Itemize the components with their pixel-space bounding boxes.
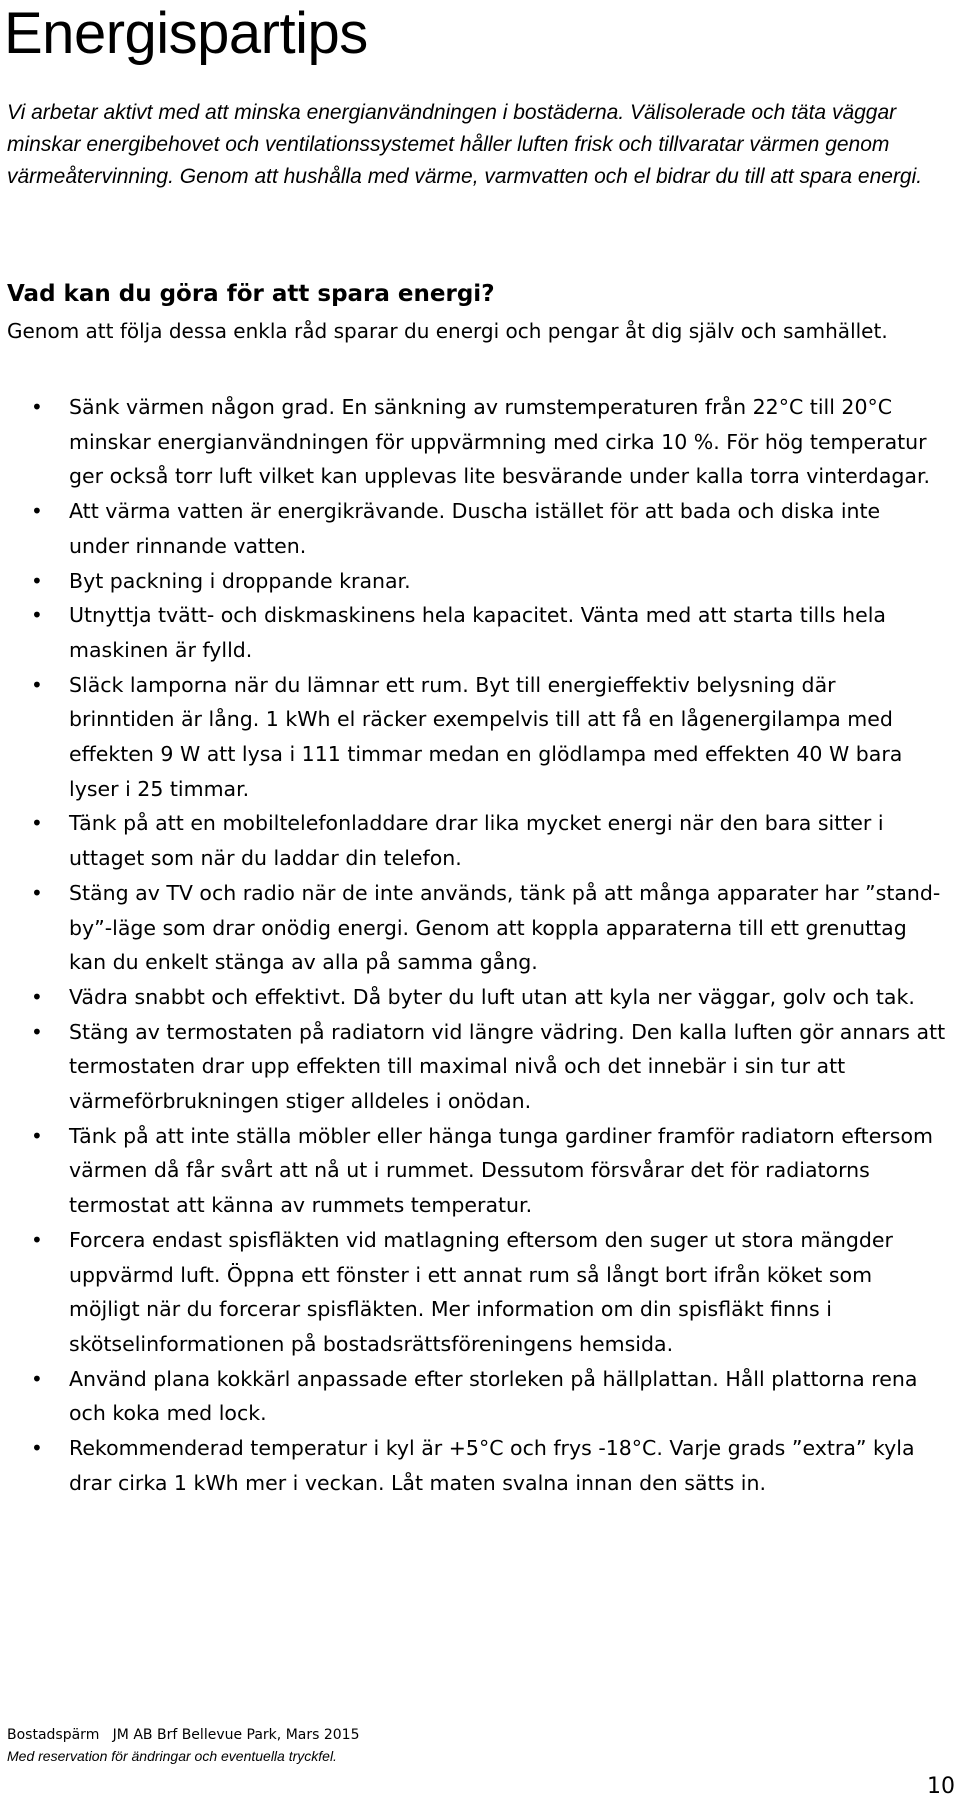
tips-list <box>0 390 950 1501</box>
bullet-icon: • <box>31 603 43 628</box>
bullet-icon: • <box>31 1123 43 1148</box>
tip-item <box>0 494 950 563</box>
tip-item <box>0 668 950 807</box>
page-number: 10 <box>927 1774 955 1799</box>
bullet-icon: • <box>31 672 43 697</box>
tip-item <box>0 564 950 599</box>
tip-item <box>0 598 950 667</box>
bullet-icon: • <box>31 1227 43 1252</box>
tip-item <box>0 1119 950 1223</box>
tip-text: Rekommenderad temperatur i kyl är +5°C och frys -18°C. Varje grads ”extra” kyla drar cirka 1 kWh mer i veckan. Låt maten svalna innan den sätts in. <box>69 1436 915 1495</box>
tip-item <box>0 1223 950 1362</box>
tip-text: Tänk på att en mobiltelefonladdare drar lika mycket energi när den bara sitter i uttaget som när du laddar din telefon. <box>69 811 884 871</box>
tip-text: Släck lamporna när du lämnar ett rum. Byt till energieffektiv belysning där brinntiden är lång. 1 kWh el räcker exempelvis till att få en lågenergilampa med effekten 9 W att lysa i 111 timmar medan en glödlampa med effekten 40 W bara lyser i 25 timmar. <box>69 672 903 801</box>
bullet-icon: • <box>31 1436 43 1461</box>
footer-note: Med reservation för ändringar och eventuella tryckfel. <box>7 1748 337 1764</box>
bullet-icon: • <box>31 395 43 419</box>
tip-text: Byt packning i droppande kranar. <box>69 568 411 593</box>
tip-text: Vädra snabbt och effektivt. Då byter du luft utan att kyla ner väggar, golv och tak. <box>69 984 915 1009</box>
tip-item <box>0 390 950 494</box>
tip-item <box>0 1015 950 1119</box>
bullet-icon: • <box>31 1366 43 1391</box>
tip-text: Utnyttja tvätt- och diskmaskinens hela kapacitet. Vänta med att starta tills hela maskinen är fylld. <box>69 603 886 662</box>
intro-paragraph: Vi arbetar aktivt med att minska energianvändningen i bostäderna. Välisolerade och täta väggar minskar energibehovet och ventilationssystemet håller luften frisk och tillvaratar värmen genom värmeåtervinning. Genom att hushålla med värme, varmvatten och el bidrar du till att spara energi. <box>7 101 923 188</box>
tip-item <box>0 806 950 875</box>
bullet-icon: • <box>31 811 43 836</box>
footer-brand: Bostadspärm JM AB Brf Bellevue Park, Mars 2015 <box>7 1727 360 1743</box>
tip-item <box>0 1431 950 1500</box>
tip-text: Använd plana kokkärl anpassade efter storleken på hällplattan. Håll plattorna rena och koka med lock. <box>69 1366 918 1426</box>
tip-item <box>0 876 950 980</box>
bullet-icon: • <box>31 984 43 1009</box>
tip-text: Tänk på att inte ställa möbler eller hänga tunga gardiner framför radiatorn eftersom värmen då får svårt att nå ut i rummet. Dessutom försvårar det för radiatorns termostat att känna av rummets temperatur. <box>69 1123 933 1218</box>
bullet-icon: • <box>31 499 43 524</box>
tip-text: Forcera endast spisfläkten vid matlagning eftersom den suger ut stora mängder uppvärmd luft. Öppna ett fönster i ett annat rum så långt bort ifrån köket som möjligt när du forcerar spisfläkten. Mer information om din spisfläkt finns i skötselinformationen på bostadsrättsföreningens hemsida. <box>69 1227 893 1356</box>
lead-paragraph: Genom att följa dessa enkla råd sparar du energi och pengar åt dig själv och samhället. <box>7 319 888 343</box>
tip-text: Sänk värmen någon grad. En sänkning av rumstemperaturen från 22°C till 20°C minskar energianvändningen för uppvärmning med cirka 10 %. För hög temperatur ger också torr luft vilket kan upplevas lite besvärande under kalla torra vinterdagar. <box>69 395 931 489</box>
tip-text: Stäng av TV och radio när de inte används, tänk på att många apparater har ”stand-by”-läge som drar onödig energi. Genom att koppla apparaterna till ett grenuttag kan du enkelt stänga av alla på samma gång. <box>69 880 941 975</box>
bullet-icon: • <box>31 880 43 905</box>
page-title: Energispartips <box>4 1 368 66</box>
bullet-icon: • <box>31 1019 43 1044</box>
tip-item <box>0 980 950 1015</box>
section-heading: Vad kan du göra för att spara energi? <box>7 281 495 307</box>
tip-text: Att värma vatten är energikrävande. Duscha istället för att bada och diska inte under rinnande vatten. <box>69 499 881 558</box>
tip-item <box>0 1362 950 1431</box>
bullet-icon: • <box>31 568 43 593</box>
tip-text: Stäng av termostaten på radiatorn vid längre vädring. Den kalla luften gör annars att termostaten drar upp effekten till maximal nivå och det innebär i sin tur att värmeförbrukningen stiger alldeles i onödan. <box>69 1019 946 1114</box>
